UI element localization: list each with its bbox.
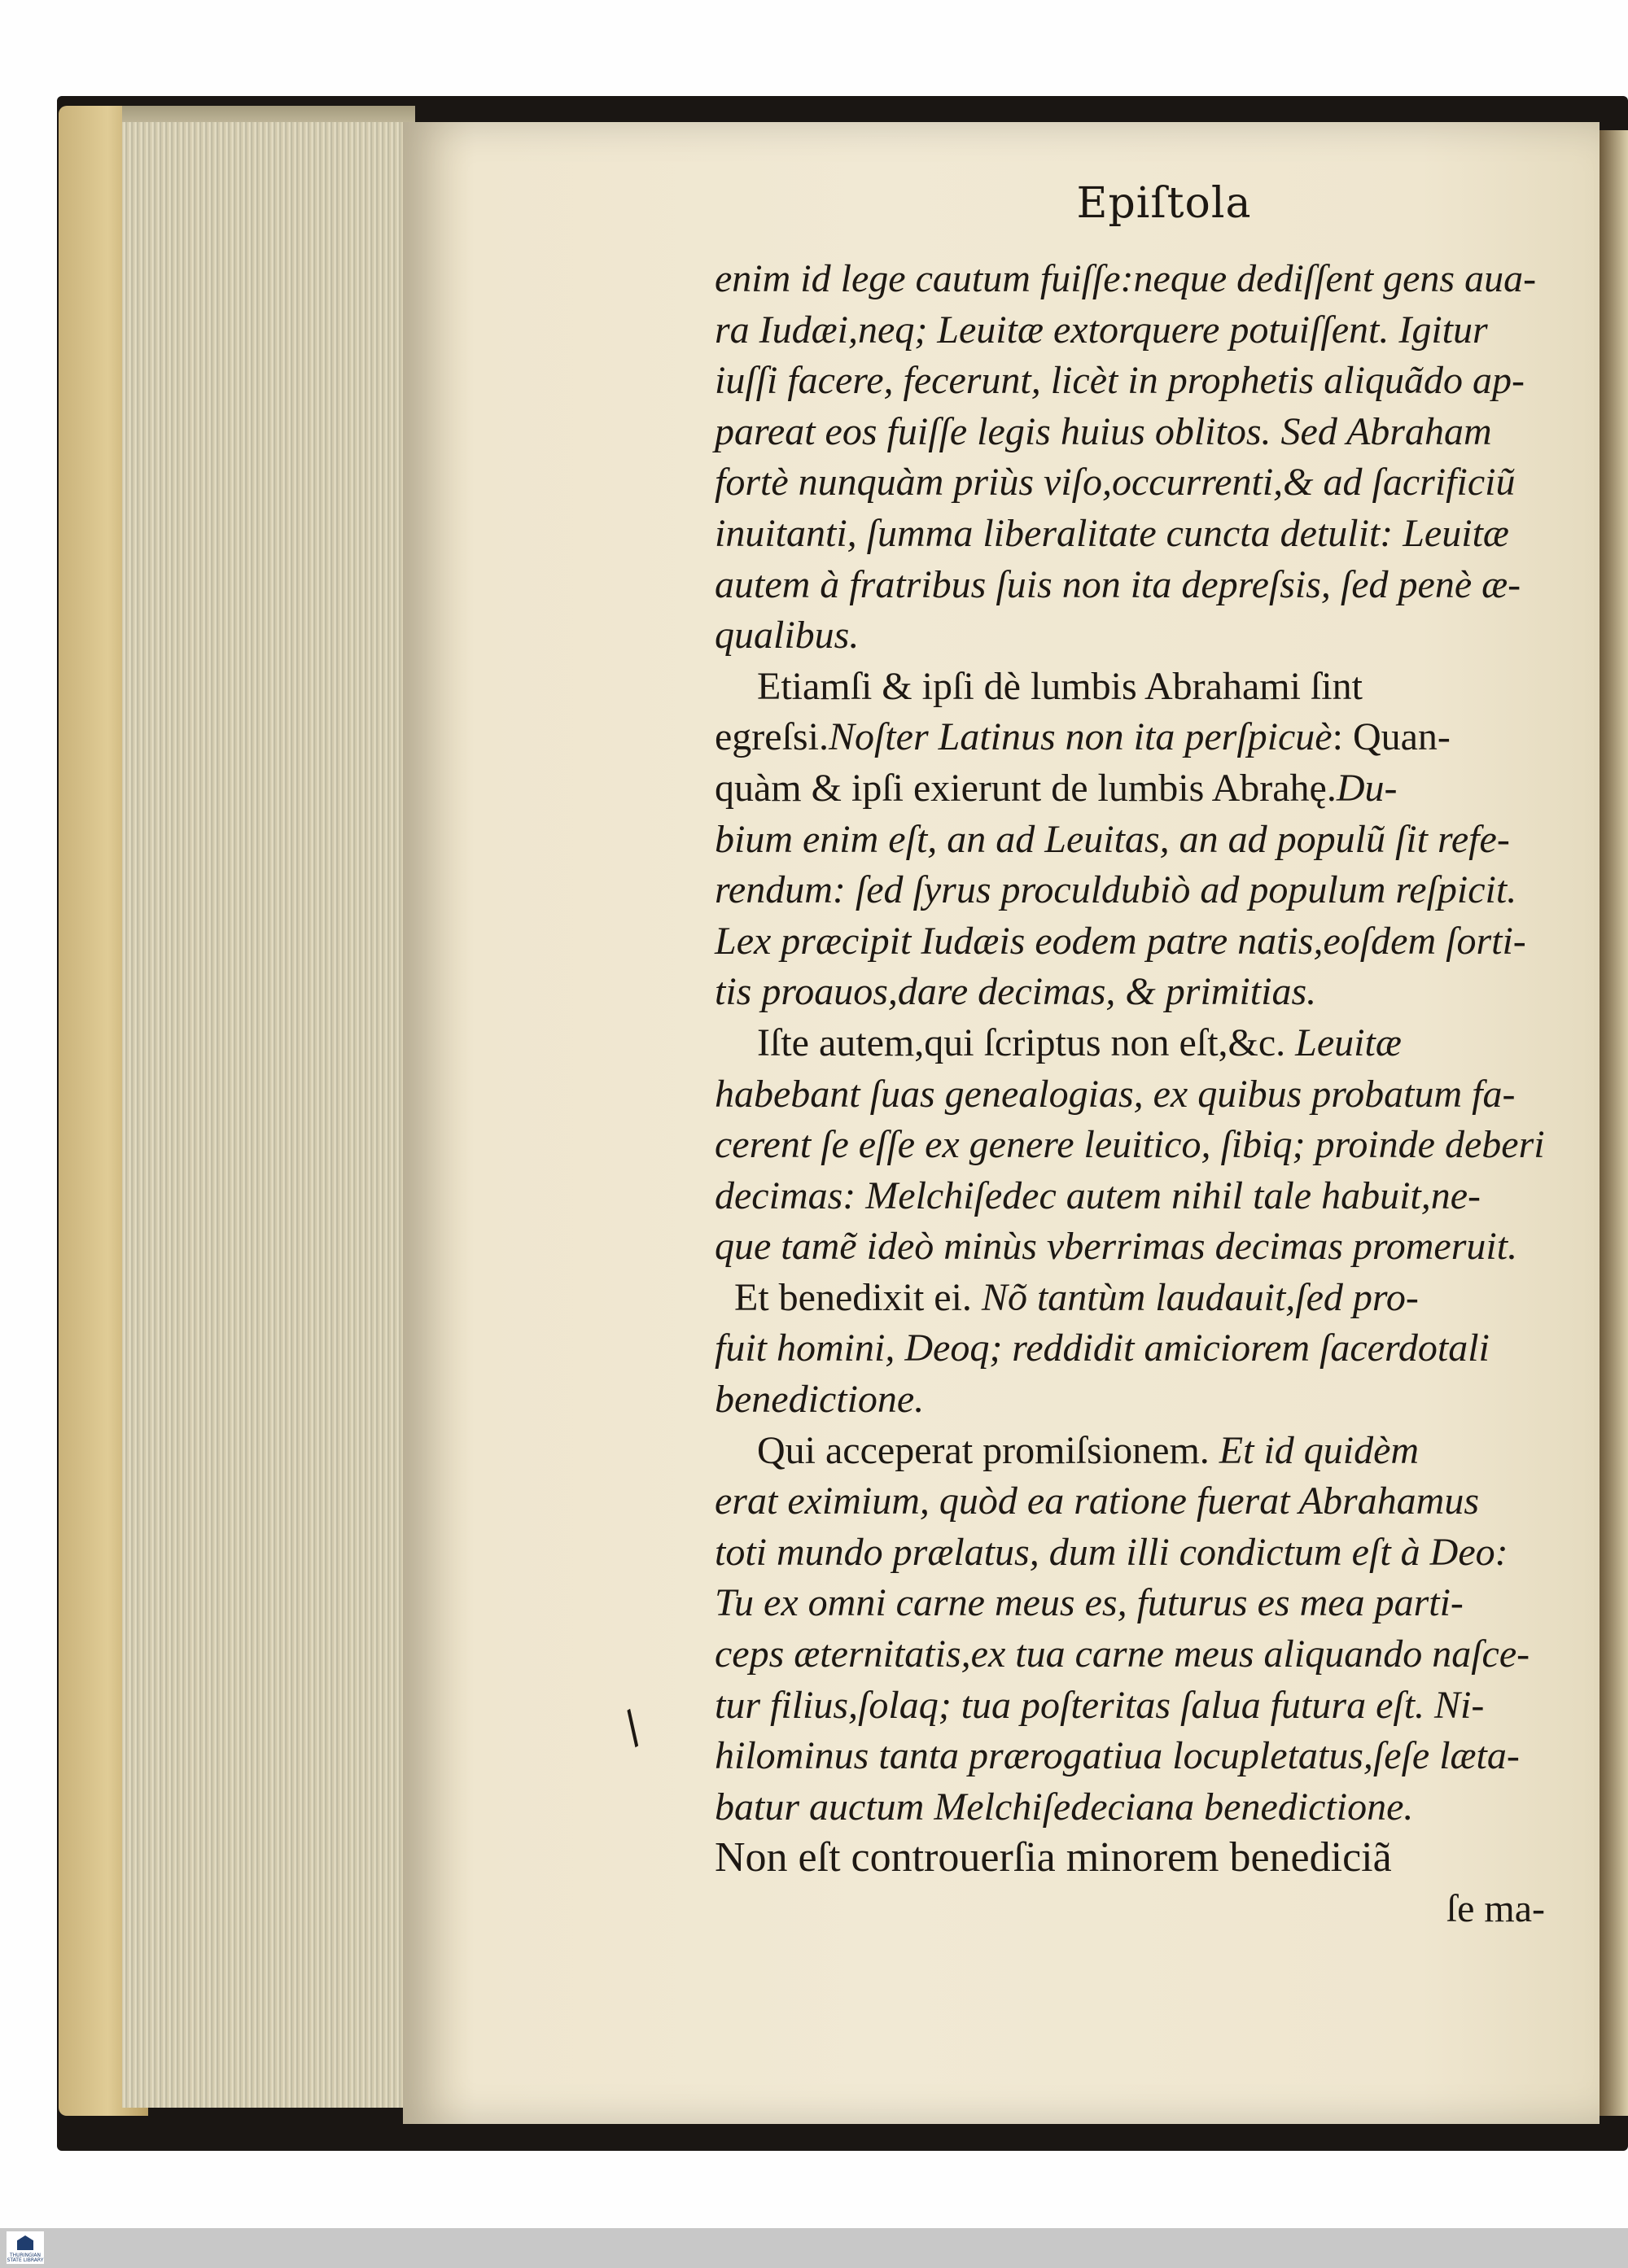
text-line — [715, 763, 1545, 815]
roman-text-segment: egreſsi. — [715, 715, 829, 759]
italic-text-segment: Du- — [1336, 766, 1398, 810]
italic-text-segment: tis proauos,dare decimas, & primitias. — [715, 970, 1317, 1014]
italic-text-segment: ceps æternitatis,ex tua carne meus aliquando naſce- — [715, 1632, 1530, 1676]
text-line — [715, 254, 1545, 305]
italic-text-segment: Lex præcipit Iudæis eodem patre natis,eoſdem ſorti- — [715, 919, 1526, 963]
italic-text-segment: que tamẽ ideò minùs vberrimas decimas promeruit. — [715, 1225, 1518, 1269]
roman-text-segment: Non eſt controuerſia minorem benediciã — [715, 1834, 1392, 1881]
italic-text-segment: habebant ſuas genealogias, ex quibus probatum fa- — [715, 1072, 1516, 1116]
italic-text-segment: ra Iudæi,neq; Leuitæ extorquere potuiſſent. Igitur — [715, 308, 1488, 352]
text-line — [715, 1782, 1545, 1833]
text-line — [715, 712, 1545, 763]
italic-text-segment: erat eximium, quòd ea ratione fuerat Abrahamus — [715, 1479, 1480, 1523]
italic-text-segment: Leuitæ — [1295, 1020, 1402, 1064]
library-logo-caption: THURINGIAN STATE LIBRARY — [7, 2253, 44, 2263]
roman-text-segment: Et benedixit ei. — [734, 1275, 982, 1319]
text-line — [715, 1374, 1545, 1426]
text-line — [715, 1018, 1545, 1069]
italic-text-segment: benedictione. — [715, 1378, 925, 1422]
text-line — [715, 1833, 1545, 1884]
text-line — [715, 1221, 1545, 1273]
italic-text-segment: cerent ſe eſſe ex genere leuitico, ſibiq; proinde deberi — [715, 1123, 1545, 1167]
text-line — [715, 1069, 1545, 1121]
text-line — [715, 457, 1545, 509]
page-text-block — [715, 254, 1545, 1935]
text-line — [715, 1476, 1545, 1527]
text-line — [715, 407, 1545, 458]
roman-text-segment: : Quan- — [1332, 715, 1451, 759]
roman-text-segment: Iſte autem,qui ſcriptus non eſt,&c. — [757, 1020, 1296, 1064]
italic-text-segment: decimas: Melchiſedec autem nihil tale habuit,ne- — [715, 1173, 1481, 1217]
italic-text-segment: Nõ tantùm laudauit,ſed pro- — [981, 1275, 1419, 1319]
italic-text-segment: tur filius,ſolaq; tua poſteritas ſalua futura eſt. Ni- — [715, 1683, 1485, 1727]
text-line — [715, 865, 1545, 916]
italic-text-segment: iuſſi facere, fecerunt, licèt in prophetis aliquãdo ap- — [715, 359, 1525, 403]
text-line — [715, 1323, 1545, 1374]
text-line — [715, 1171, 1545, 1222]
running-head: Epiſtola — [1076, 179, 1252, 228]
viewer-footer-bar — [0, 2228, 1628, 2268]
italic-text-segment: toti mundo prælatus, dum illi condictum eſt à Deo: — [715, 1530, 1508, 1574]
roman-text-segment: ſe ma- — [1446, 1887, 1545, 1930]
text-line — [715, 1884, 1545, 1935]
roman-text-segment: quàm & ipſi exierunt de lumbis Abrahę. — [715, 766, 1337, 810]
italic-text-segment: Tu ex omni carne meus es, futurus es mea parti- — [715, 1581, 1464, 1625]
text-line — [715, 509, 1545, 560]
italic-text-segment: inuitanti, ſumma liberalitate cuncta detulit: Leuitæ — [715, 511, 1509, 555]
page-block-edges — [122, 122, 415, 2108]
italic-text-segment: bium enim eſt, an ad Leuitas, an ad populũ ſit refe- — [715, 817, 1510, 861]
text-line — [715, 305, 1545, 356]
text-line — [715, 1731, 1545, 1782]
text-line — [715, 1120, 1545, 1171]
italic-text-segment: fuit homini, Deoq; reddidit amiciorem ſacerdotali — [715, 1326, 1490, 1370]
facing-page-edge — [1600, 130, 1628, 2116]
text-line — [715, 1273, 1545, 1324]
library-logo-icon — [17, 2235, 33, 2250]
text-line — [715, 1527, 1545, 1579]
text-line — [715, 662, 1545, 713]
roman-text-segment: Qui acceperat promiſsionem. — [757, 1428, 1219, 1472]
italic-text-segment: fortè nunquàm priùs viſo,occurrenti,& ad ſacrificiũ — [715, 461, 1516, 505]
library-logo[interactable] — [7, 2231, 44, 2264]
text-line — [715, 610, 1545, 662]
margin-annotation-mark: / — [612, 1701, 652, 1754]
text-line — [715, 1629, 1545, 1680]
text-line — [715, 356, 1545, 407]
roman-text-segment: Etiamſi & ipſi dè lumbis Abrahami ſint — [757, 664, 1363, 708]
italic-text-segment: Et id quidèm — [1219, 1428, 1420, 1472]
italic-text-segment: pareat eos fuiſſe legis huius oblitos. Sed Abraham — [715, 409, 1492, 453]
italic-text-segment: qualibus. — [715, 614, 860, 658]
text-line — [715, 967, 1545, 1018]
text-line — [715, 916, 1545, 968]
text-line — [715, 560, 1545, 611]
text-line — [715, 1680, 1545, 1732]
italic-text-segment: hilominus tanta prærogatiua locupletatus,ſeſe læta- — [715, 1734, 1520, 1778]
italic-text-segment: Noſter Latinus non ita perſpicuè — [828, 715, 1333, 759]
italic-text-segment: rendum: ſed ſyrus proculdubiò ad populum reſpicit. — [715, 868, 1517, 912]
text-line — [715, 1426, 1545, 1477]
italic-text-segment: autem à fratribus ſuis non ita depreſsis, ſed penè æ- — [715, 562, 1521, 606]
text-line — [715, 1578, 1545, 1629]
text-line — [715, 815, 1545, 866]
italic-text-segment: enim id lege cautum fuiſſe:neque dediſſent gens aua- — [715, 257, 1537, 300]
italic-text-segment: batur auctum Melchiſedeciana benedictione. — [715, 1785, 1414, 1829]
